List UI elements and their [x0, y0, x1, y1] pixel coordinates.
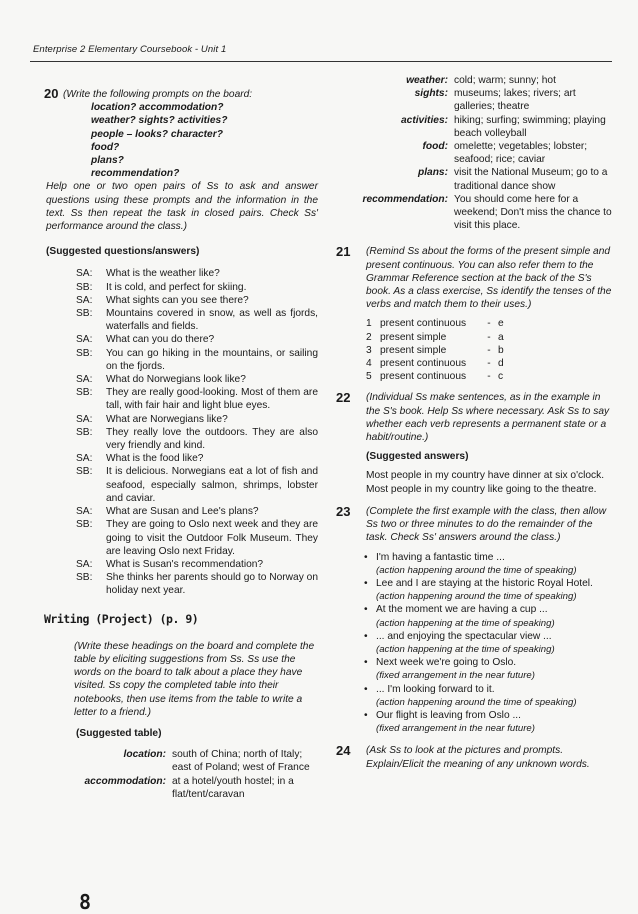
exercise-text: (Remind Ss about the forms of the present simple and present continuous. You can also refer them to the Grammar Reference section at the back of the S's book. As a class exercise, Ss identify the tenses of the verbs and match them to their uses.)	[366, 246, 612, 311]
match-tense: present continuous	[380, 318, 467, 330]
speaker: SB:	[76, 572, 93, 584]
speaker: SB:	[76, 466, 93, 478]
utterance: What is the weather like?	[106, 268, 220, 280]
bullet-list	[340, 551, 612, 736]
table-value: at a hotel/youth hostel; in a flat/tent/caravan	[172, 775, 294, 800]
dialogue-line	[46, 281, 318, 294]
speaker: SA:	[76, 506, 93, 518]
bullet-text: Our flight is leaving from Oslo ...	[376, 709, 521, 721]
dialogue	[46, 267, 318, 597]
bullet-item	[340, 551, 612, 577]
speaker: SA:	[76, 413, 93, 425]
bullet-text: Lee and I are staying at the historic Royal Hotel.	[376, 577, 593, 589]
prompt-item: recommendation?	[91, 168, 180, 180]
utterance: They really love the outdoors. They are also very friendly and kind.	[106, 426, 318, 452]
answer-2: Most people in my country like going to the theatre.	[366, 483, 597, 495]
bullet-icon: •	[364, 630, 368, 642]
table-heading: weather:	[406, 75, 448, 86]
table-heading: recommendation:	[362, 193, 448, 205]
left-column	[44, 74, 318, 914]
prompt-item: weather? sights? activities?	[91, 115, 228, 127]
answer-matches	[340, 317, 612, 383]
dialogue-line	[46, 571, 318, 597]
writing-heading: Writing (Project) (p. 9)	[44, 611, 199, 626]
bullet-text: At the moment we are having a cup ...	[376, 604, 548, 616]
bullet-item	[340, 709, 612, 735]
bullet-item	[340, 603, 612, 629]
speaker: SA:	[76, 334, 93, 346]
suggested-title: (Suggested answers)	[366, 451, 469, 463]
dialogue-line	[46, 294, 318, 307]
dialogue-line	[46, 373, 318, 386]
exercise-number: 23	[336, 503, 351, 519]
exercise-number: 22	[336, 390, 351, 406]
exercise-text: (Individual Ss make sentences, as in the example in the S's book. Help Ss where necessary. Ask Ss to say whether each verb represents a permanent state or a habit/routine.)	[366, 392, 610, 444]
speaker: SB:	[76, 426, 93, 438]
dialogue-line	[46, 386, 318, 412]
dialogue-line	[46, 307, 318, 333]
dialogue-line	[46, 413, 318, 426]
bullet-text: ... I'm looking forward to it.	[376, 683, 495, 695]
exercise-20	[46, 74, 318, 598]
speaker: SA:	[76, 294, 93, 306]
match-number: 5	[366, 371, 372, 383]
match-number: 1	[366, 318, 372, 330]
utterance: What sights can you see there?	[106, 294, 249, 306]
exercise-instructions: Help one or two open pairs of Ss to ask and answer questions using these prompts and the information in the text. Ss then repeat the task in closed pairs. Check Ss' performance around the class.)	[46, 181, 318, 233]
utterance: She thinks her parents should go to Norway on holiday next year.	[106, 572, 318, 597]
table-value: omelette; vegetables; lobster; seafood; rice; caviar	[454, 141, 588, 166]
bullet-icon: •	[364, 577, 368, 589]
dialogue-line	[46, 452, 318, 465]
bullet-item	[340, 683, 612, 709]
page-number: 8	[79, 890, 92, 914]
match-letter: c	[498, 371, 504, 383]
speaker: SA:	[76, 453, 93, 465]
suggested-table-left	[46, 748, 318, 801]
bullet-note: (fixed arrangement in the near future)	[376, 723, 535, 735]
exercise-number: 24	[336, 743, 351, 759]
dialogue-line	[46, 347, 318, 373]
speaker: SB:	[76, 387, 93, 399]
table-value: museums; lakes; rivers; art galleries; theatre	[454, 88, 576, 113]
bullet-note: (action happening at the time of speaking)	[376, 617, 555, 629]
match-dash: -	[487, 344, 491, 356]
dialogue-line	[46, 333, 318, 346]
dialogue-line	[46, 518, 318, 558]
dialogue-line	[46, 426, 318, 452]
utterance: They are really good-looking. Most of them are tall, with fair hair and light blue eyes.	[106, 387, 318, 412]
match-tense: present continuous	[380, 371, 467, 383]
bullet-text: Next week we're going to Oslo.	[376, 657, 517, 669]
dialogue-line	[46, 465, 318, 505]
bullet-item	[340, 656, 612, 682]
table-value: cold; warm; sunny; hot	[454, 75, 556, 86]
speaker: SA:	[76, 374, 93, 386]
match-number: 4	[366, 358, 372, 370]
match-letter: b	[498, 344, 504, 356]
prompt-item: people – looks? character?	[91, 128, 223, 140]
exercise-23	[336, 503, 612, 735]
bullet-note: (fixed arrangement in the near future)	[376, 670, 535, 682]
utterance: It is cold, and perfect for skiing.	[106, 281, 247, 293]
table-value: south of China; north of Italy; east of Poland; west of France	[172, 749, 310, 774]
bullet-item	[340, 630, 612, 656]
bullet-item	[340, 577, 612, 603]
suggested-table-right	[340, 74, 612, 232]
utterance: You can go hiking in the mountains, or sailing on the fjords.	[106, 347, 318, 372]
bullet-note: (action happening around the time of speaking)	[376, 564, 577, 576]
bullet-icon: •	[364, 551, 368, 563]
match-dash: -	[487, 318, 491, 330]
header-rule	[30, 61, 612, 62]
match-dash: -	[487, 371, 491, 383]
writing-instructions: (Write these headings on the board and complete the table by eliciting suggestions from Ss. Ss use the words on the board to talk about a place they have visited. Ss copy the completed table into their notebooks, then use items from the table to write a letter to a friend.)	[74, 640, 315, 718]
utterance: What is Susan's recommendation?	[106, 558, 264, 570]
prompt-list	[46, 101, 318, 180]
utterance: Mountains covered in snow, as well as fjords, waterfalls and fields.	[106, 308, 318, 333]
utterance: What can you do there?	[106, 334, 215, 346]
bullet-note: (action happening around the time of speaking)	[376, 591, 577, 603]
dialogue-line	[46, 505, 318, 518]
table-value: visit the National Museum; go to a traditional dance show	[454, 167, 608, 192]
dialogue-line	[46, 558, 318, 571]
exercise-number: 21	[336, 244, 351, 260]
utterance: What are Susan and Lee's plans?	[106, 506, 259, 518]
utterance: What are Norwegians like?	[106, 413, 228, 425]
exercise-number: 20	[44, 86, 59, 101]
table-heading: food:	[422, 141, 448, 153]
bullet-icon: •	[364, 604, 368, 616]
exercise-text: (Ask Ss to look at the pictures and prompts. Explain/Elicit the meaning of any unknown words.	[366, 745, 590, 770]
match-number: 3	[366, 344, 372, 356]
utterance: It is delicious. Norwegians eat a lot of fish and seafood, especially salmon, shrimps, lobster and caviar.	[106, 466, 318, 504]
exercise-intro: (Write the following prompts on the board:	[63, 89, 253, 100]
bullet-text: ... and enjoying the spectacular view ...	[376, 630, 552, 642]
prompt-item: food?	[91, 141, 120, 153]
exercise-24	[336, 743, 612, 770]
right-column	[336, 74, 612, 771]
table-heading: accommodation:	[84, 775, 166, 787]
exercise-22	[336, 390, 612, 495]
utterance: What do Norwegians look like?	[106, 374, 246, 386]
prompt-item: plans?	[91, 155, 124, 167]
match-letter: a	[498, 331, 504, 343]
match-letter: d	[498, 358, 504, 370]
table-heading: location:	[123, 749, 166, 761]
table-heading: plans:	[417, 167, 448, 179]
table-heading: activities:	[401, 114, 448, 126]
speaker: SB:	[76, 308, 93, 320]
match-dash: -	[487, 331, 491, 343]
match-tense: present simple	[380, 344, 447, 356]
dialogue-line	[46, 267, 318, 280]
table-value: You should come here for a weekend; Don't miss the chance to visit this place.	[454, 193, 612, 232]
utterance: They are going to Oslo next week and they are going to visit the Outdoor Folk Museum. They are leaving Oslo next Friday.	[106, 519, 318, 557]
exercise-21	[336, 244, 612, 383]
match-tense: present simple	[380, 331, 447, 343]
exercise-text: (Complete the first example with the class, then allow Ss two or three minutes to do the remainder of the task. Check Ss' answers around the class.)	[366, 505, 607, 544]
answer-1: Most people in my country have dinner at six o'clock.	[366, 470, 605, 482]
match-number: 2	[366, 331, 372, 343]
bullet-icon: •	[364, 683, 368, 695]
match-dash: -	[487, 358, 491, 370]
prompt-item: location? accommodation?	[91, 102, 224, 114]
speaker: SB:	[76, 347, 93, 359]
match-tense: present continuous	[380, 358, 467, 370]
table-heading: sights:	[414, 88, 448, 100]
utterance: What is the food like?	[106, 453, 204, 465]
bullet-icon: •	[364, 657, 368, 669]
bullet-note: (action happening at the time of speaking)	[376, 643, 555, 655]
bullet-note: (action happening around the time of speaking)	[376, 696, 577, 708]
speaker: SA:	[76, 558, 93, 570]
bullet-icon: •	[364, 709, 368, 721]
speaker: SB:	[76, 519, 93, 531]
speaker: SA:	[76, 268, 93, 280]
bullet-text: I'm having a fantastic time ...	[376, 551, 505, 563]
suggested-title: (Suggested questions/answers)	[46, 246, 200, 258]
speaker: SB:	[76, 281, 93, 293]
match-letter: e	[498, 318, 504, 330]
running-header: Enterprise 2 Elementary Coursebook - Unit 1	[33, 44, 227, 55]
table-value: hiking; surfing; swimming; playing beach volleyball	[454, 114, 606, 139]
suggested-table-title: (Suggested table)	[76, 727, 162, 739]
